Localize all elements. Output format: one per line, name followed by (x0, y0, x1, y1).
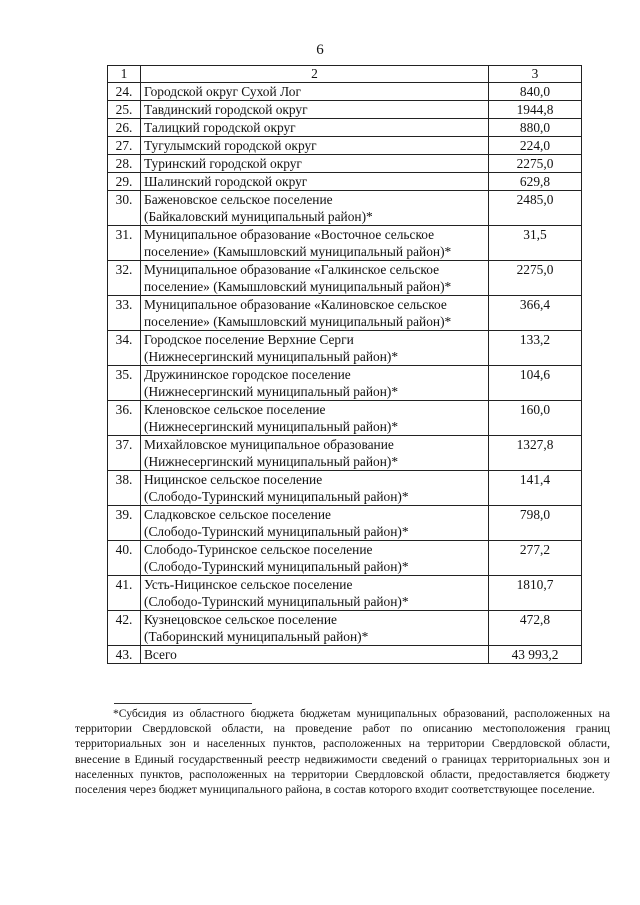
subsidy-amount: 160,0 (489, 401, 582, 436)
municipality-name-line: Кленовское сельское поселение (144, 402, 326, 417)
municipality-name-cell (141, 155, 489, 173)
row-number: 25. (108, 101, 141, 119)
subsidy-amount: 141,4 (489, 471, 582, 506)
footnote: *Субсидия из областного бюджета бюджетам муниципальных образований, расположенных на территории Свердловской области, на проведение работ по описанию местоположения границ территориальных зон и населенных пунктов, расположенных на территории Свердловской области, внесение в Единый государственный реестр недвижимости сведений о границах территориальных зон и населенных пунктов, расположенных на территории Свердловской области, предоставляется бюджету поселения через бюджет муниципального района, в состав которого входит соответствующее поселение. (75, 707, 610, 797)
row-number: 39. (108, 506, 141, 541)
table-row (108, 191, 582, 226)
municipality-name-line: Усть-Ницинское сельское поселение (144, 577, 353, 592)
subsidy-amount: 104,6 (489, 366, 582, 401)
table-row (108, 137, 582, 155)
municipality-name-cell (141, 83, 489, 101)
municipality-name-cell (141, 137, 489, 155)
municipality-name-cell (141, 366, 489, 401)
table-row (108, 541, 582, 576)
municipality-name-line: Муниципальное образование «Восточное сельское (144, 227, 435, 242)
subsidy-amount: 472,8 (489, 611, 582, 646)
table-row (108, 173, 582, 191)
table-row (108, 83, 582, 101)
row-number: 29. (108, 173, 141, 191)
subsidy-amount: 1944,8 (489, 101, 582, 119)
table-row (108, 506, 582, 541)
municipality-name-line: (Слободо-Туринский муниципальный район)* (144, 559, 409, 574)
municipality-name-line: (Байкаловский муниципальный район)* (144, 209, 373, 224)
municipality-name-line: Михайловское муниципальное образование (144, 437, 394, 452)
table-row (108, 119, 582, 137)
municipality-name-cell (141, 471, 489, 506)
row-number: 41. (108, 576, 141, 611)
row-number: 31. (108, 226, 141, 261)
municipality-name-line: Баженовское сельское поселение (144, 192, 333, 207)
table-row (108, 471, 582, 506)
row-number: 33. (108, 296, 141, 331)
municipality-name-cell (141, 541, 489, 576)
subsidy-amount: 2275,0 (489, 261, 582, 296)
row-number: 34. (108, 331, 141, 366)
municipality-name-line: Туринский городской округ (144, 156, 302, 171)
table-header-row (108, 66, 582, 83)
subsidy-amount: 798,0 (489, 506, 582, 541)
municipality-name-line: (Нижнесергинский муниципальный район)* (144, 349, 399, 364)
row-number: 27. (108, 137, 141, 155)
row-number: 32. (108, 261, 141, 296)
municipality-name-line: Тугулымский городской округ (144, 138, 317, 153)
municipality-name-line: (Нижнесергинский муниципальный район)* (144, 454, 399, 469)
municipality-name-cell (141, 261, 489, 296)
row-number: 28. (108, 155, 141, 173)
subsidy-amount: 1327,8 (489, 436, 582, 471)
municipality-name-line: (Нижнесергинский муниципальный район)* (144, 384, 399, 399)
table-row (108, 331, 582, 366)
municipality-name-cell (141, 436, 489, 471)
row-number: 40. (108, 541, 141, 576)
row-number: 26. (108, 119, 141, 137)
table-row (108, 611, 582, 646)
subsidy-amount: 2275,0 (489, 155, 582, 173)
subsidy-amount: 31,5 (489, 226, 582, 261)
municipality-name-cell (141, 576, 489, 611)
table-row (108, 296, 582, 331)
municipality-name-cell (141, 401, 489, 436)
municipality-name-cell (141, 101, 489, 119)
table-row (108, 401, 582, 436)
municipality-name-cell (141, 506, 489, 541)
municipality-name-line: (Слободо-Туринский муниципальный район)* (144, 489, 409, 504)
page-number: 6 (316, 42, 324, 58)
municipality-name-line: Городской округ Сухой Лог (144, 84, 301, 99)
subsidy-amount: 133,2 (489, 331, 582, 366)
subsidy-amount: 880,0 (489, 119, 582, 137)
municipality-name-line: Шалинский городской округ (144, 174, 308, 189)
table-row (108, 646, 582, 664)
municipality-name-line: Кузнецовское сельское поселение (144, 612, 337, 627)
municipality-name-line: поселение» (Камышловский муниципальный район)* (144, 314, 452, 329)
municipality-name-line: Сладковское сельское поселение (144, 507, 331, 522)
table-row (108, 576, 582, 611)
row-number: 38. (108, 471, 141, 506)
subsidy-amount: 224,0 (489, 137, 582, 155)
municipality-name-line: поселение» (Камышловский муниципальный район)* (144, 279, 452, 294)
row-number: 30. (108, 191, 141, 226)
column-header-2: 2 (141, 66, 489, 83)
municipality-name-line: Талицкий городской округ (144, 120, 296, 135)
column-header-3: 3 (489, 66, 582, 83)
subsidy-amount: 1810,7 (489, 576, 582, 611)
municipality-name-line: (Таборинский муниципальный район)* (144, 629, 369, 644)
municipality-name-line: (Слободо-Туринский муниципальный район)* (144, 594, 409, 609)
municipality-name-line: Ницинское сельское поселение (144, 472, 323, 487)
municipality-name-line: Дружининское городское поселение (144, 367, 351, 382)
row-number: 36. (108, 401, 141, 436)
municipality-name-line: Муниципальное образование «Калиновское сельское (144, 297, 447, 312)
municipality-name-cell (141, 331, 489, 366)
municipality-name-line: Городское поселение Верхние Серги (144, 332, 354, 347)
municipality-name-cell (141, 191, 489, 226)
table-row (108, 366, 582, 401)
municipality-name-cell (141, 296, 489, 331)
row-number: 24. (108, 83, 141, 101)
column-header-1: 1 (108, 66, 141, 83)
municipality-name-line: (Слободо-Туринский муниципальный район)* (144, 524, 409, 539)
row-number: 37. (108, 436, 141, 471)
row-number: 42. (108, 611, 141, 646)
subsidy-amount: 277,2 (489, 541, 582, 576)
municipality-name-cell (141, 119, 489, 137)
table-row (108, 436, 582, 471)
subsidy-table (107, 65, 582, 664)
table-row (108, 226, 582, 261)
subsidy-amount: 366,4 (489, 296, 582, 331)
municipality-name-line: Тавдинский городской округ (144, 102, 308, 117)
subsidy-amount: 840,0 (489, 83, 582, 101)
row-number: 35. (108, 366, 141, 401)
table-row (108, 261, 582, 296)
footnote-separator (114, 703, 252, 704)
subsidy-amount: 2485,0 (489, 191, 582, 226)
municipality-name-line: Слободо-Туринское сельское поселение (144, 542, 373, 557)
table-row (108, 155, 582, 173)
municipality-name-cell (141, 226, 489, 261)
municipality-name-line: Муниципальное образование «Галкинское сельское (144, 262, 440, 277)
municipality-name-cell (141, 611, 489, 646)
municipality-name-line: (Нижнесергинский муниципальный район)* (144, 419, 399, 434)
row-number: 43. (108, 646, 141, 664)
municipality-name-cell (141, 646, 489, 664)
municipality-name-cell (141, 173, 489, 191)
subsidy-amount: 629,8 (489, 173, 582, 191)
subsidy-amount: 43 993,2 (489, 646, 582, 664)
municipality-name-line: поселение» (Камышловский муниципальный район)* (144, 244, 452, 259)
municipality-name-line: Всего (144, 647, 177, 662)
table-row (108, 101, 582, 119)
